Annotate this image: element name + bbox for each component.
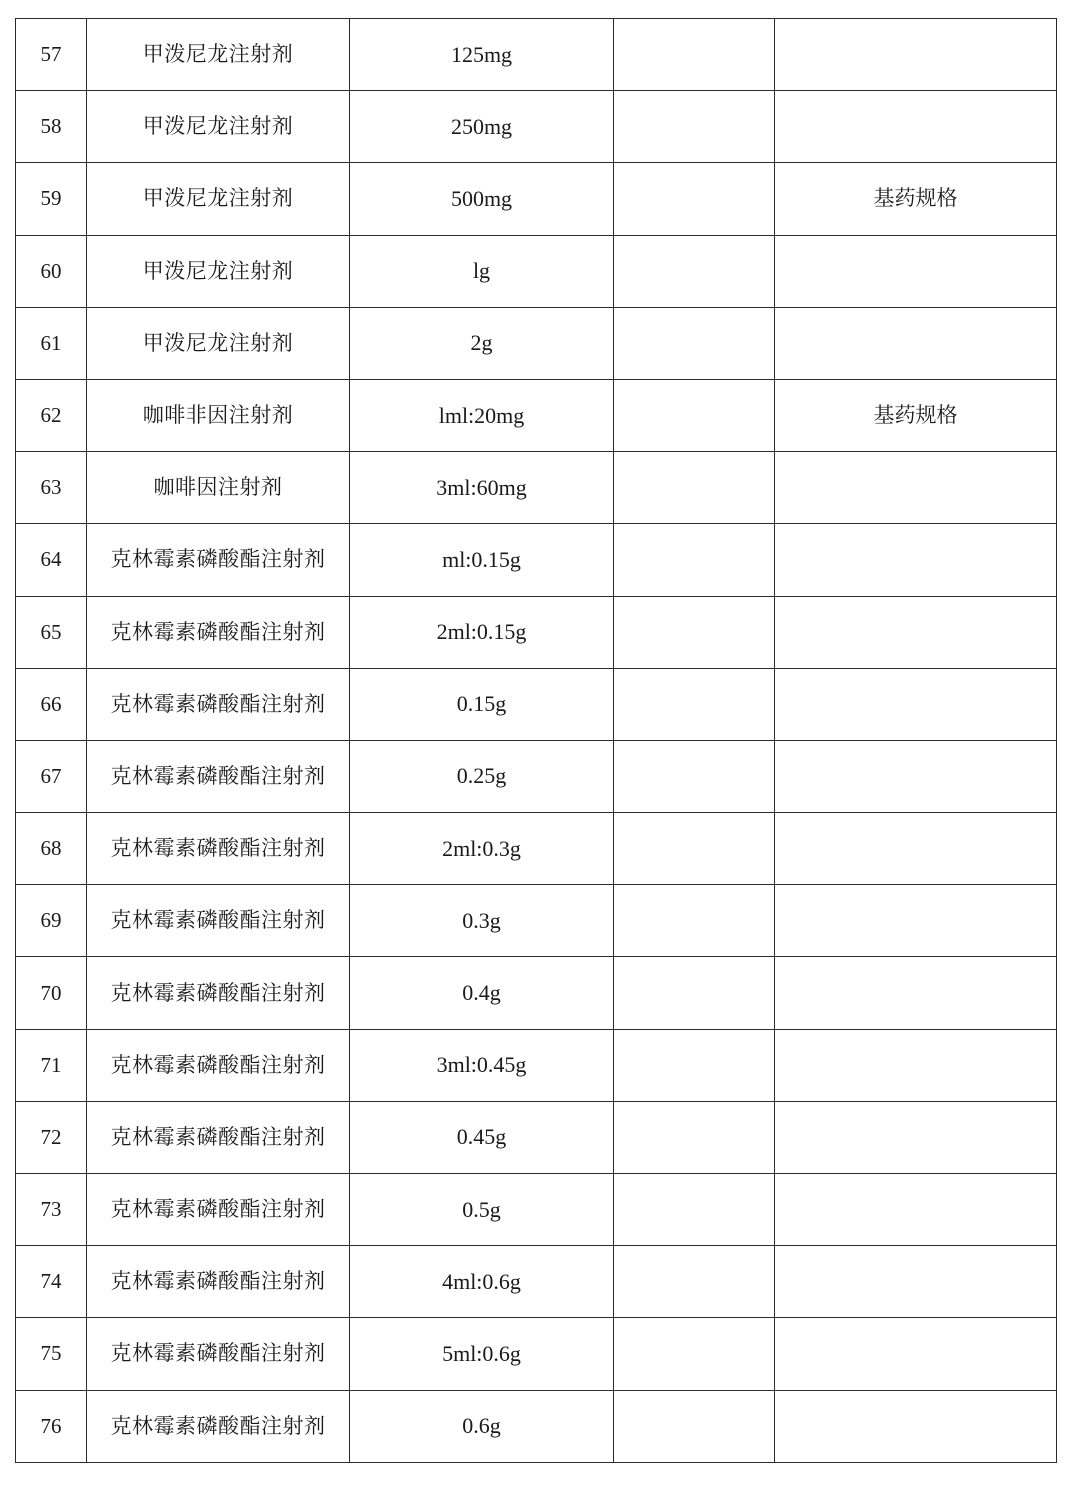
row-number-cell: 69 [16, 885, 87, 957]
specification-cell: 4ml:0.6g [350, 1246, 614, 1318]
empty-cell [614, 1318, 775, 1390]
row-number-cell: 62 [16, 379, 87, 451]
row-number-cell: 67 [16, 740, 87, 812]
empty-cell [614, 1174, 775, 1246]
row-number-cell: 65 [16, 596, 87, 668]
note-cell [775, 957, 1057, 1029]
specification-cell: 2ml:0.3g [350, 813, 614, 885]
empty-cell [614, 19, 775, 91]
drug-name-cell: 甲泼尼龙注射剂 [87, 91, 350, 163]
note-cell: 基药规格 [775, 163, 1057, 235]
table-row [16, 1029, 1057, 1101]
table-row [16, 596, 1057, 668]
note-cell [775, 235, 1057, 307]
note-cell [775, 91, 1057, 163]
table-row [16, 740, 1057, 812]
table-row [16, 957, 1057, 1029]
empty-cell [614, 1390, 775, 1462]
table-row [16, 235, 1057, 307]
row-number-cell: 68 [16, 813, 87, 885]
empty-cell [614, 379, 775, 451]
note-cell [775, 1246, 1057, 1318]
drug-name-cell: 甲泼尼龙注射剂 [87, 307, 350, 379]
note-cell [775, 668, 1057, 740]
row-number-cell: 60 [16, 235, 87, 307]
specification-cell: 0.15g [350, 668, 614, 740]
specification-cell: 2g [350, 307, 614, 379]
note-cell: 基药规格 [775, 379, 1057, 451]
drug-name-cell: 克林霉素磷酸酯注射剂 [87, 596, 350, 668]
empty-cell [614, 885, 775, 957]
note-cell [775, 596, 1057, 668]
row-number-cell: 66 [16, 668, 87, 740]
table-row [16, 885, 1057, 957]
note-cell [775, 1029, 1057, 1101]
empty-cell [614, 1029, 775, 1101]
drug-name-cell: 克林霉素磷酸酯注射剂 [87, 1174, 350, 1246]
specification-cell: 125mg [350, 19, 614, 91]
specification-cell: 0.5g [350, 1174, 614, 1246]
note-cell [775, 307, 1057, 379]
empty-cell [614, 957, 775, 1029]
drug-name-cell: 咖啡因注射剂 [87, 452, 350, 524]
empty-cell [614, 235, 775, 307]
empty-cell [614, 91, 775, 163]
empty-cell [614, 524, 775, 596]
drug-name-cell: 克林霉素磷酸酯注射剂 [87, 1390, 350, 1462]
specification-cell: lg [350, 235, 614, 307]
drug-name-cell: 克林霉素磷酸酯注射剂 [87, 524, 350, 596]
drug-name-cell: 甲泼尼龙注射剂 [87, 235, 350, 307]
note-cell [775, 1174, 1057, 1246]
row-number-cell: 76 [16, 1390, 87, 1462]
empty-cell [614, 740, 775, 812]
specification-cell: 0.6g [350, 1390, 614, 1462]
note-cell [775, 524, 1057, 596]
specification-cell: 5ml:0.6g [350, 1318, 614, 1390]
drug-name-cell: 甲泼尼龙注射剂 [87, 19, 350, 91]
drug-name-cell: 克林霉素磷酸酯注射剂 [87, 740, 350, 812]
empty-cell [614, 307, 775, 379]
table-row [16, 91, 1057, 163]
note-cell [775, 813, 1057, 885]
note-cell [775, 452, 1057, 524]
note-cell [775, 19, 1057, 91]
drug-name-cell: 甲泼尼龙注射剂 [87, 163, 350, 235]
drug-name-cell: 克林霉素磷酸酯注射剂 [87, 813, 350, 885]
row-number-cell: 74 [16, 1246, 87, 1318]
drug-name-cell: 克林霉素磷酸酯注射剂 [87, 885, 350, 957]
table-row [16, 524, 1057, 596]
drug-name-cell: 克林霉素磷酸酯注射剂 [87, 957, 350, 1029]
drug-name-cell: 克林霉素磷酸酯注射剂 [87, 1318, 350, 1390]
row-number-cell: 57 [16, 19, 87, 91]
specification-cell: lml:20mg [350, 379, 614, 451]
note-cell [775, 1318, 1057, 1390]
row-number-cell: 70 [16, 957, 87, 1029]
specification-cell: ml:0.15g [350, 524, 614, 596]
empty-cell [614, 813, 775, 885]
specification-cell: 3ml:60mg [350, 452, 614, 524]
table-row [16, 19, 1057, 91]
table-row [16, 1318, 1057, 1390]
specification-cell: 250mg [350, 91, 614, 163]
empty-cell [614, 452, 775, 524]
drug-name-cell: 咖啡非因注射剂 [87, 379, 350, 451]
specification-cell: 3ml:0.45g [350, 1029, 614, 1101]
empty-cell [614, 1101, 775, 1173]
specification-cell: 0.3g [350, 885, 614, 957]
specification-cell: 0.45g [350, 1101, 614, 1173]
row-number-cell: 63 [16, 452, 87, 524]
row-number-cell: 59 [16, 163, 87, 235]
row-number-cell: 71 [16, 1029, 87, 1101]
empty-cell [614, 1246, 775, 1318]
table-row [16, 379, 1057, 451]
row-number-cell: 58 [16, 91, 87, 163]
note-cell [775, 1101, 1057, 1173]
table-body [16, 19, 1057, 1463]
drug-name-cell: 克林霉素磷酸酯注射剂 [87, 1101, 350, 1173]
specification-cell: 2ml:0.15g [350, 596, 614, 668]
row-number-cell: 75 [16, 1318, 87, 1390]
row-number-cell: 61 [16, 307, 87, 379]
table-row [16, 668, 1057, 740]
empty-cell [614, 163, 775, 235]
table-row [16, 1174, 1057, 1246]
table-row [16, 307, 1057, 379]
drug-spec-table [15, 18, 1057, 1463]
note-cell [775, 1390, 1057, 1462]
row-number-cell: 72 [16, 1101, 87, 1173]
drug-name-cell: 克林霉素磷酸酯注射剂 [87, 1246, 350, 1318]
specification-cell: 0.4g [350, 957, 614, 1029]
note-cell [775, 740, 1057, 812]
drug-name-cell: 克林霉素磷酸酯注射剂 [87, 1029, 350, 1101]
row-number-cell: 73 [16, 1174, 87, 1246]
specification-cell: 0.25g [350, 740, 614, 812]
specification-cell: 500mg [350, 163, 614, 235]
table-row [16, 1101, 1057, 1173]
table-row [16, 452, 1057, 524]
note-cell [775, 885, 1057, 957]
empty-cell [614, 596, 775, 668]
table-row [16, 1246, 1057, 1318]
empty-cell [614, 668, 775, 740]
table-row [16, 813, 1057, 885]
row-number-cell: 64 [16, 524, 87, 596]
table-row [16, 1390, 1057, 1462]
drug-name-cell: 克林霉素磷酸酯注射剂 [87, 668, 350, 740]
table-row [16, 163, 1057, 235]
